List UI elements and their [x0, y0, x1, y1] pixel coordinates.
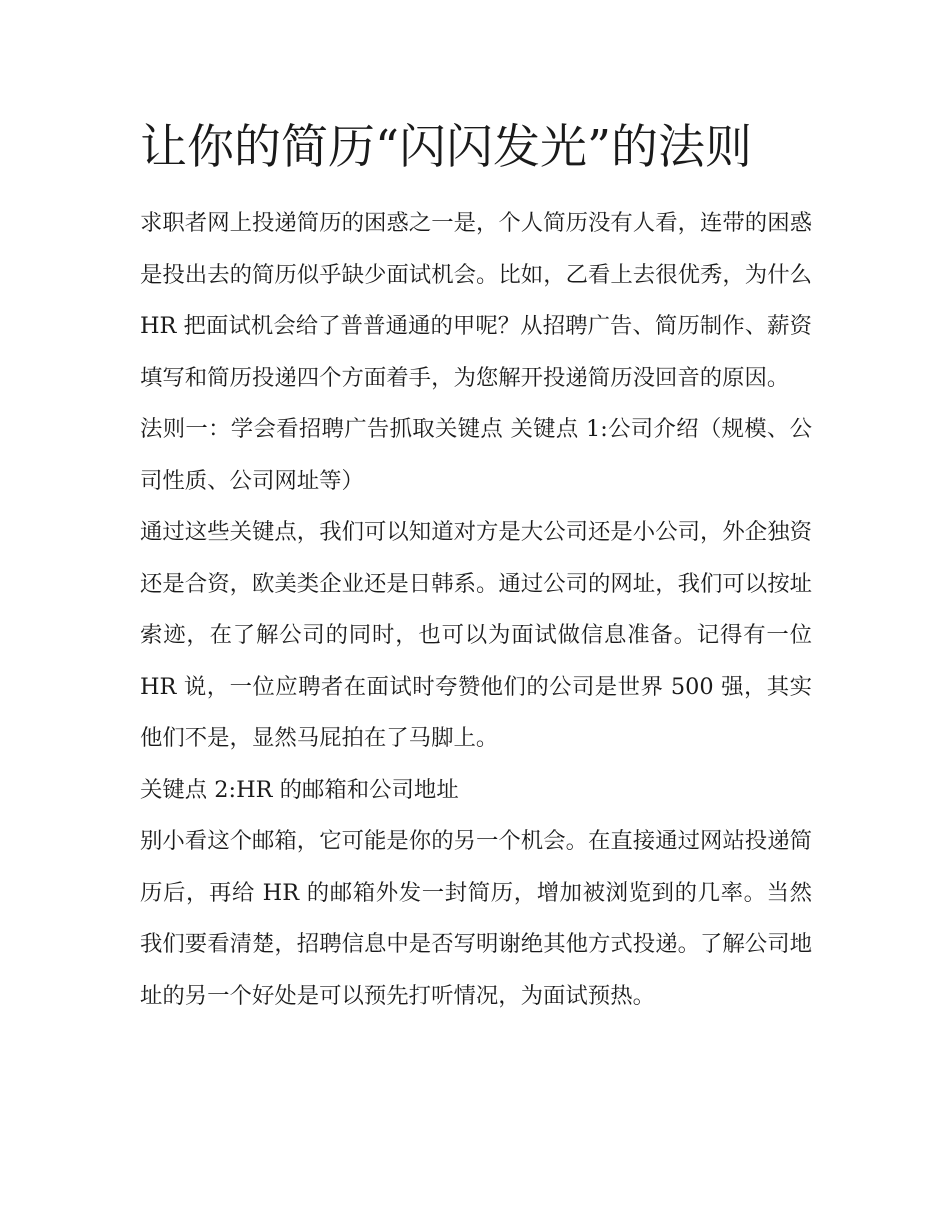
intro-paragraph: 求职者网上投递简历的困惑之一是，个人简历没有人看，连带的困惑是投出去的简历似乎缺少面试机会。比如，乙看上去很优秀，为什么 HR 把面试机会给了普普通通的甲呢？从招聘广告、简历制作、薪资填写和简历投递四个方面着手，为您解开投递简历没回音的原因。 — [140, 210, 812, 391]
document-body — [140, 112, 812, 1022]
key-point-two-heading: 关键点 2:HR 的邮箱和公司地址 — [140, 776, 459, 803]
document-title: 让你的简历“闪闪发光”的法则 — [140, 120, 753, 175]
company-info-paragraph: 通过这些关键点，我们可以知道对方是大公司还是小公司，外企独资还是合资，欧美类企业还是日韩系。通过公司的网址，我们可以按址索迹，在了解公司的同时，也可以为面试做信息准备。记得有一位 HR 说，一位应聘者在面试时夸赞他们的公司是世界 500 强，其实他们不是，显然马屁拍在了马脚上。 — [140, 519, 812, 751]
rule-one-heading: 法则一：学会看招聘广告抓取关键点 关键点 1:公司介绍（规模、公司性质、公司网址等） — [140, 416, 812, 494]
email-address-paragraph: 别小看这个邮箱，它可能是你的另一个机会。在直接通过网站投递简历后，再给 HR 的邮箱外发一封简历，增加被浏览到的几率。当然我们要看清楚，招聘信息中是否写明谢绝其他方式投递。了解公司地址的另一个好处是可以预先打听情况，为面试预热。 — [140, 828, 812, 1009]
